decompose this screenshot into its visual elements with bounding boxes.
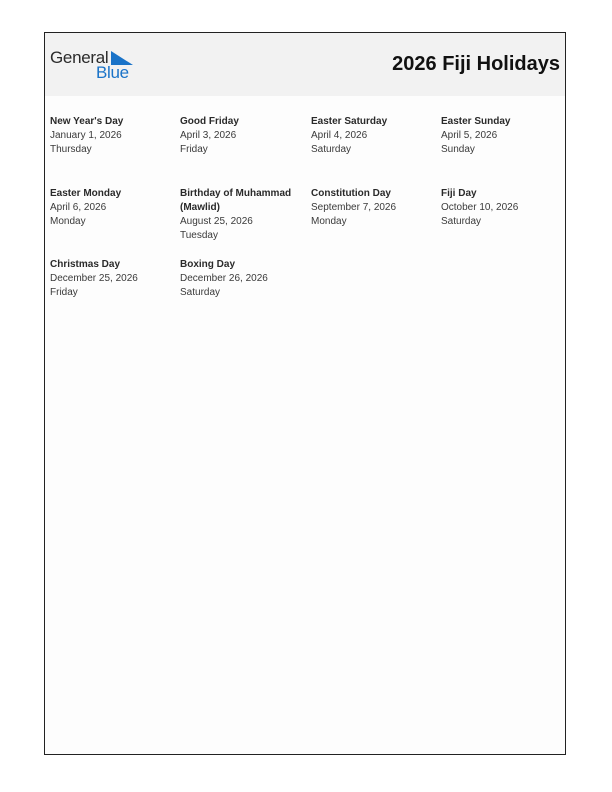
- holiday-name: Birthday of Muhammad (Mawlid): [180, 188, 292, 213]
- holiday-weekday: Tuesday: [180, 230, 218, 241]
- holiday-name: Constitution Day: [311, 188, 391, 199]
- holiday-weekday: Thursday: [50, 144, 92, 155]
- holiday-name: New Year's Day: [50, 116, 124, 127]
- holiday-weekday: Saturday: [311, 144, 352, 155]
- holiday-date: April 4, 2026: [311, 130, 368, 141]
- holiday-item: [180, 115, 308, 157]
- logo-general-text: General: [50, 48, 109, 67]
- holiday-item: [50, 115, 178, 157]
- header: [45, 33, 565, 96]
- holiday-weekday: Saturday: [441, 216, 482, 227]
- holiday-name: Christmas Day: [50, 259, 121, 270]
- holiday-date: October 10, 2026: [441, 202, 519, 213]
- holiday-date: April 5, 2026: [441, 130, 498, 141]
- holiday-name: Boxing Day: [180, 259, 236, 270]
- holiday-date: April 3, 2026: [180, 130, 237, 141]
- holiday-name: Easter Saturday: [311, 116, 388, 127]
- holiday-item: [441, 115, 569, 157]
- holiday-date: April 6, 2026: [50, 202, 107, 213]
- holiday-item: [50, 187, 178, 229]
- holiday-item: [180, 258, 308, 300]
- logo-blue-text: Blue: [96, 63, 129, 82]
- holiday-item: [311, 187, 439, 229]
- logo: [50, 48, 140, 84]
- holiday-name: Good Friday: [180, 116, 239, 127]
- holiday-name: Easter Monday: [50, 188, 122, 199]
- holiday-date: August 25, 2026: [180, 216, 253, 227]
- holiday-weekday: Monday: [50, 216, 86, 227]
- holiday-item: [180, 187, 302, 243]
- holiday-item: [311, 115, 439, 157]
- holiday-weekday: Monday: [311, 216, 347, 227]
- holiday-item: [50, 258, 178, 300]
- holiday-weekday: Friday: [180, 144, 208, 155]
- holiday-weekday: Friday: [50, 287, 78, 298]
- holiday-date: January 1, 2026: [50, 130, 122, 141]
- page-title: 2026 Fiji Holidays: [392, 53, 560, 75]
- holiday-weekday: Saturday: [180, 287, 221, 298]
- page-frame: [44, 32, 566, 755]
- holiday-name: Fiji Day: [441, 188, 477, 199]
- holiday-item: [441, 187, 569, 229]
- holiday-date: December 26, 2026: [180, 273, 268, 284]
- holiday-date: December 25, 2026: [50, 273, 138, 284]
- holiday-name: Easter Sunday: [441, 116, 511, 127]
- holiday-weekday: Sunday: [441, 144, 475, 155]
- holiday-date: September 7, 2026: [311, 202, 397, 213]
